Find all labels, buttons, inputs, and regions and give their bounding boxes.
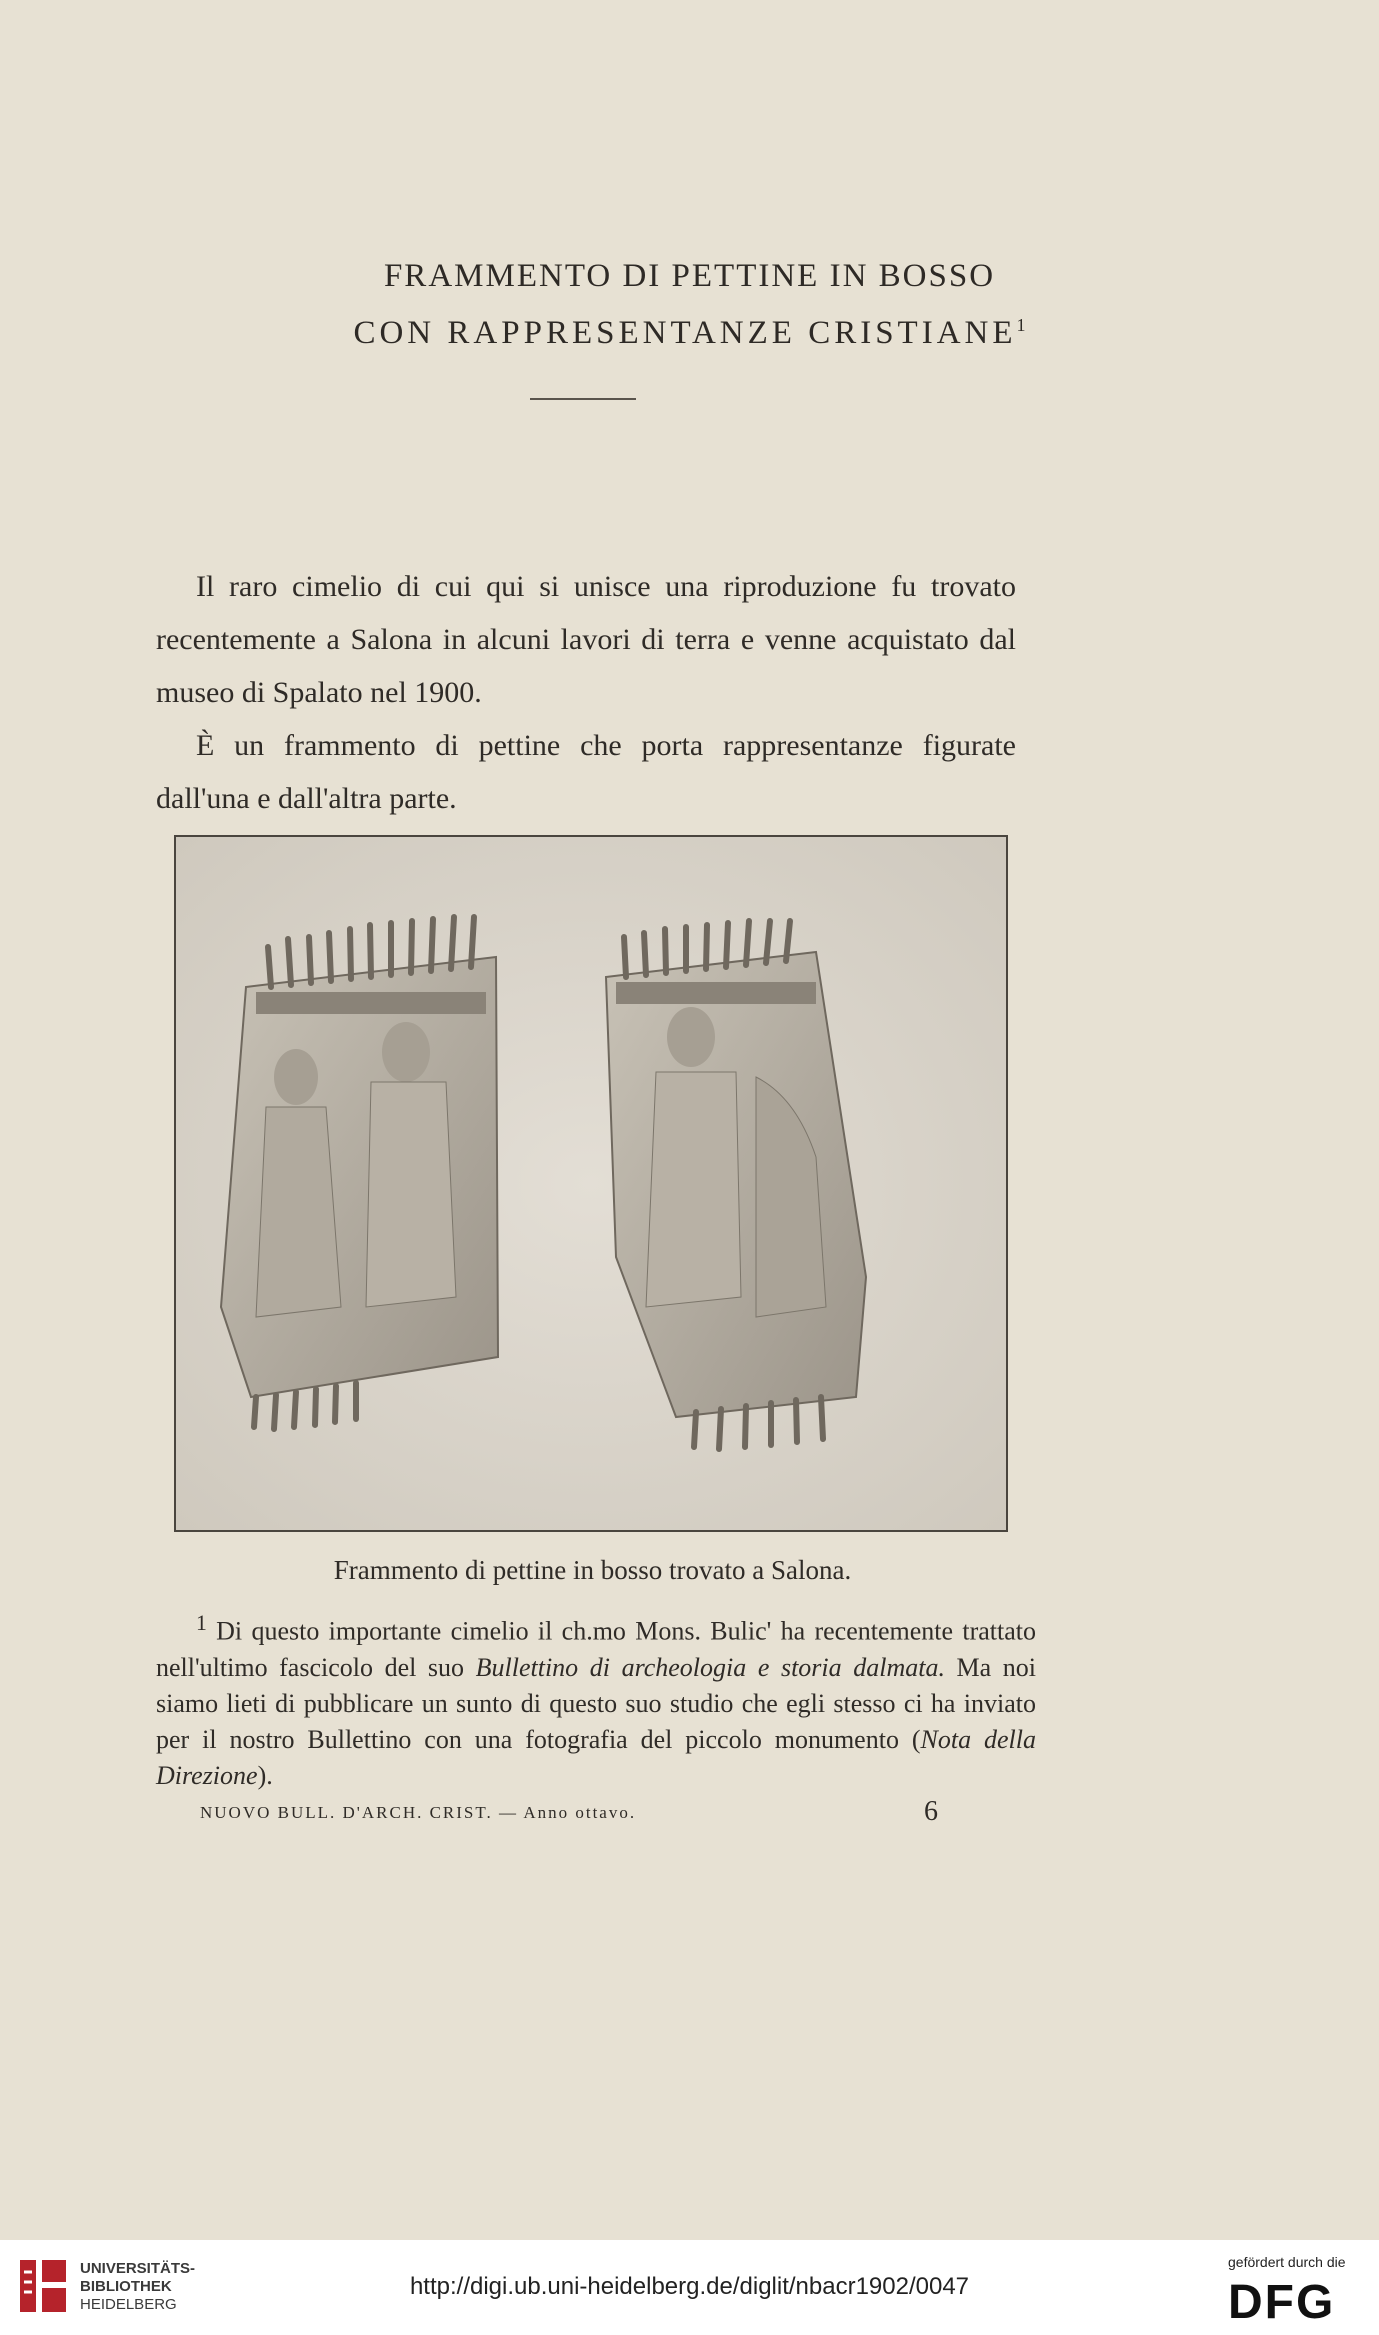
title-rule bbox=[530, 398, 636, 400]
footnote-paragraph bbox=[156, 1605, 1036, 1794]
comb-photo-illustration bbox=[176, 837, 1006, 1530]
figure-caption: Frammento di pettine in bosso trovato a Salona. bbox=[333, 1555, 852, 1585]
title-line-1: FRAMMENTO DI PETTINE IN BOSSO bbox=[383, 258, 996, 294]
page-number: 6 bbox=[924, 1796, 938, 1827]
comb-fragment-photo bbox=[174, 835, 1008, 1532]
footnote-close: ). bbox=[257, 1760, 273, 1790]
library-line-2: BIBLIOTHEK bbox=[80, 2278, 172, 2295]
footnote-note: Nota della Direzione bbox=[156, 1724, 1036, 1790]
title-line-2 bbox=[0, 315, 1379, 352]
title-footnote-mark: 1 bbox=[1016, 315, 1026, 335]
footnote bbox=[156, 1605, 1036, 1794]
library-line-1: UNIVERSITÄTS- bbox=[80, 2260, 196, 2277]
footnote-text-after: Ma noi siamo lieti di pubblicare un sunto di questo suo studio che egli stesso ci ha inviato per il nostro Bullettino con una fotografia del piccolo monumento ( bbox=[156, 1652, 1037, 1754]
title-line-2-text: CON RAPPRESENTANZE CRISTIANE bbox=[353, 315, 1017, 351]
footnote-mark: 1 bbox=[196, 1611, 207, 1635]
footnote-journal: Bullettino di archeologia e storia dalmata. bbox=[475, 1652, 945, 1682]
footnote-text-before: Di questo importante cimelio il ch.mo Mons. Bulic' ha recentemente trattato nell'ultimo fascicolo del suo bbox=[156, 1616, 1037, 1682]
source-url[interactable]: http://digi.ub.uni-heidelberg.de/diglit/nbacr1902/0047 bbox=[409, 2273, 970, 2300]
signature-line: NUOVO BULL. D'ARCH. CRIST. — Anno ottavo. bbox=[200, 1803, 637, 1822]
funding-label: gefördert durch die bbox=[1228, 2254, 1346, 2270]
library-line-3: HEIDELBERG bbox=[80, 2296, 177, 2313]
paragraph-1: Il raro cimelio di cui qui si unisce una riproduzione fu trovato recentemente a Salona in alcuni lavori di terra e venne acquistato dal museo di Spalato nel 1900. bbox=[156, 570, 1016, 709]
dfg-logo: DFG bbox=[1228, 2276, 1336, 2329]
left-fragment bbox=[221, 917, 498, 1429]
paragraph-2: È un frammento di pettine che porta rappresentanze figurate dall'una e dall'altra parte. bbox=[156, 729, 1016, 815]
